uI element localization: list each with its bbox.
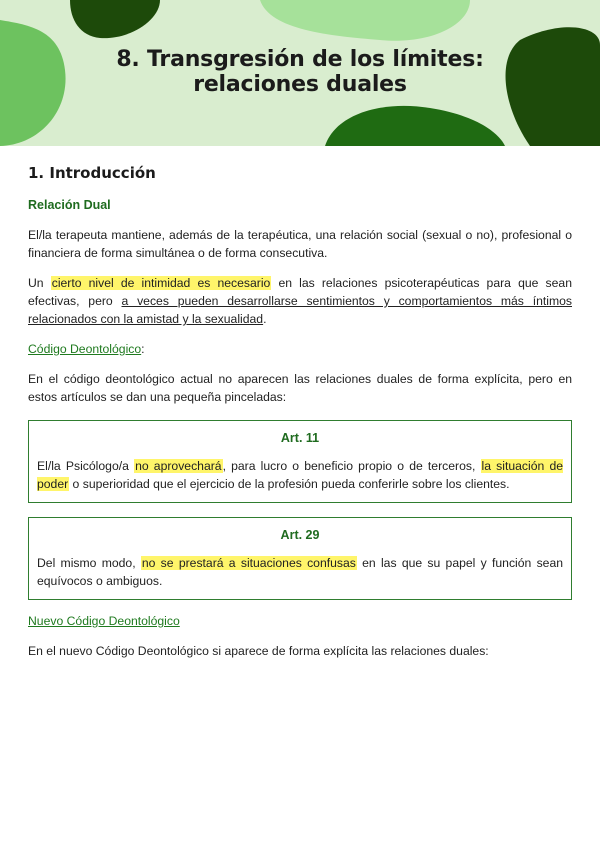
intimacy-paragraph: [28, 274, 572, 328]
article-29-text: [37, 554, 563, 590]
title-line-2: relaciones duales: [193, 72, 407, 97]
text-run: Un: [28, 276, 51, 290]
article-29-title: Art. 29: [280, 528, 320, 542]
title-line-1: 8. Transgresión de los límites:: [116, 47, 484, 72]
highlight-no-aprovechara: no aprovechará: [135, 459, 222, 473]
text-run: , para lucro o beneficio propio o de terceros,: [222, 459, 481, 473]
highlight-situacion-poder: la situación de poder: [37, 459, 564, 491]
text-run: o superioridad que el ejercicio de la profesión pueda conferirle sobre los clientes.: [69, 477, 510, 491]
article-11-text: [37, 457, 563, 493]
text-run: en las que su papel y función sean equívocos o ambiguos.: [37, 556, 564, 588]
page-title: [0, 47, 600, 97]
section-heading: 1. Introducción: [28, 164, 156, 182]
text-run: Del mismo modo,: [37, 556, 141, 570]
text-run: El/la Psicólogo/a: [37, 459, 135, 473]
codigo-intro-paragraph: En el código deontológico actual no aparecen las relaciones duales de forma explícita, pero en estos artículos se dan una pequeña pinceladas:: [28, 372, 572, 404]
article-11-box: [28, 420, 572, 503]
text-run: .: [263, 312, 267, 326]
highlight-intimacy: cierto nivel de intimidad es necesario: [51, 276, 271, 290]
highlight-situaciones-confusas: no se prestará a situaciones confusas: [141, 556, 356, 570]
nuevo-codigo-paragraph: En el nuevo Código Deontológico si aparece de forma explícita las relaciones duales:: [28, 644, 489, 658]
subheading-dual-relation: Relación Dual: [28, 198, 111, 212]
blob-dark-top-left: [70, 0, 160, 38]
article-11-title: Art. 11: [280, 431, 320, 445]
codigo-heading: [28, 340, 572, 358]
underlined-feelings: a veces pueden desarrollarse sentimientos y comportamientos más íntimos relacionados con la amistad y la sexualidad: [28, 294, 572, 326]
text-run: :: [141, 342, 145, 356]
nuevo-codigo-link[interactable]: Nuevo Código Deontológico: [28, 614, 180, 628]
document-body: [28, 160, 572, 660]
codigo-deontologico-link[interactable]: Código Deontológico: [28, 342, 142, 356]
nuevo-codigo-heading: [28, 612, 572, 630]
definition-paragraph: El/la terapeuta mantiene, además de la terapéutica, una relación social (sexual o no), profesional o financiera de forma simultánea o de forma consecutiva.: [28, 228, 572, 260]
text-run: en las relaciones psicoterapéuticas para que sean efectivas, pero: [28, 276, 572, 308]
blob-mid-bottom: [325, 106, 505, 146]
page-header: [0, 0, 600, 146]
article-29-box: [28, 517, 572, 600]
blob-light-top: [260, 0, 470, 41]
